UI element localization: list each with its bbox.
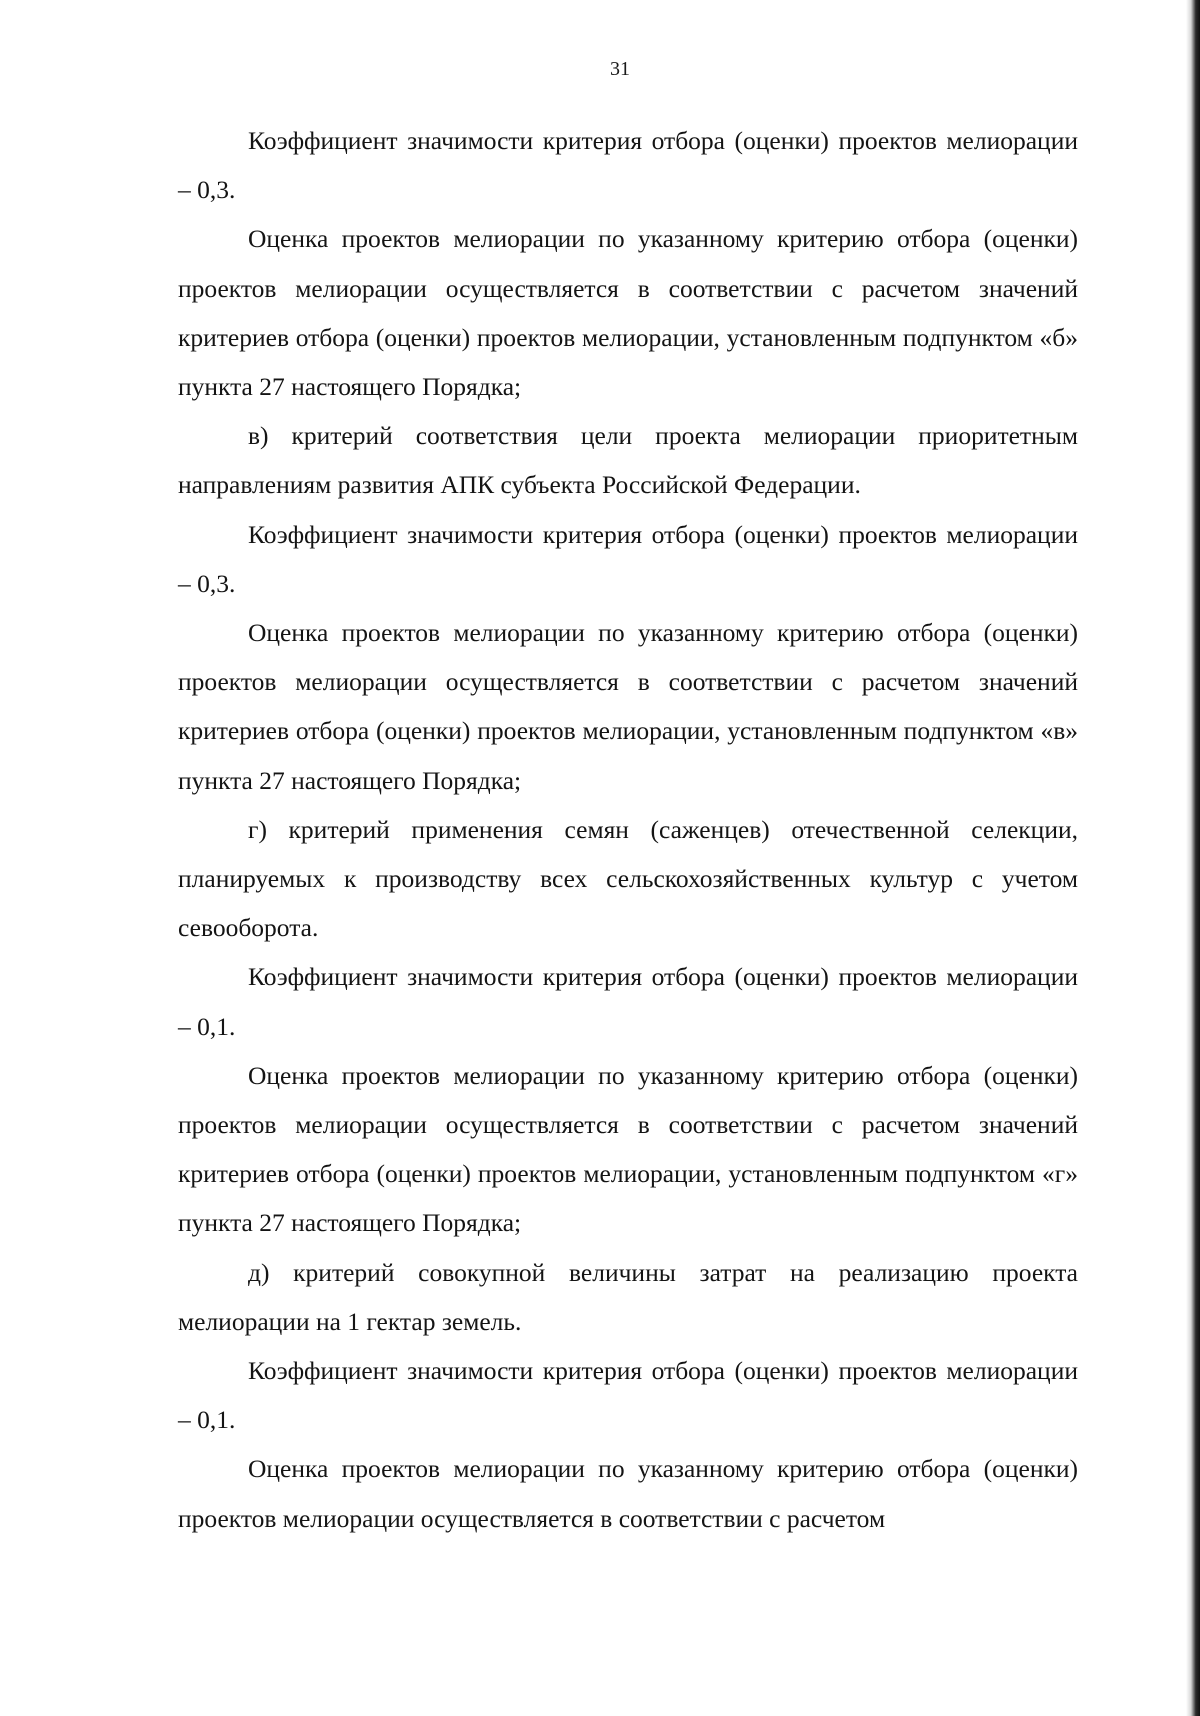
paragraph-evaluation-d: Оценка проектов мелиорации по указанному критерию отбора (оценки) проектов мелиорации осуществляется в соответствии с расчетом: [178, 1454, 1078, 1533]
paragraph-coefficient-v: Коэффициент значимости критерия отбора (оценки) проектов мелиорации – 0,3.: [178, 519, 1078, 598]
paragraph-criterion-v: в) критерий соответствия цели проекта мелиорации приоритетным направлениям развития АПК субъекта Российской Федерации.: [178, 421, 1078, 500]
paragraph-coefficient-d: Коэффициент значимости критерия отбора (оценки) проектов мелиорации – 0,1.: [178, 1356, 1078, 1435]
paragraph-criterion-d: д) критерий совокупной величины затрат на реализацию проекта мелиорации на 1 гектар земель.: [178, 1257, 1078, 1336]
page-number: 31: [610, 58, 630, 80]
paragraph-evaluation-g: Оценка проектов мелиорации по указанному критерию отбора (оценки) проектов мелиорации осуществляется в соответствии с расчетом значений критериев отбора (оценки) проектов мелиорации, установленным подпунктом «г» пункта 27 настоящего Порядка;: [178, 1060, 1078, 1238]
paragraph-coefficient-g: Коэффициент значимости критерия отбора (оценки) проектов мелиорации – 0,1.: [178, 962, 1078, 1041]
paragraph-coefficient-b: Коэффициент значимости критерия отбора (оценки) проектов мелиорации – 0,3.: [178, 126, 1078, 205]
scan-edge-shadow: [1186, 0, 1200, 1716]
paragraph-evaluation-v: Оценка проектов мелиорации по указанному критерию отбора (оценки) проектов мелиорации осуществляется в соответствии с расчетом значений критериев отбора (оценки) проектов мелиорации, установленным подпунктом «в» пункта 27 настоящего Порядка;: [178, 618, 1078, 795]
paragraph-criterion-g: г) критерий применения семян (саженцев) отечественной селекции, планируемых к производству всех сельскохозяйственных культур с учетом севооборота.: [178, 814, 1078, 943]
document-body: [178, 116, 1078, 1543]
paragraph-evaluation-b: Оценка проектов мелиорации по указанному критерию отбора (оценки) проектов мелиорации осуществляется в соответствии с расчетом значений критериев отбора (оценки) проектов мелиорации, установленным подпунктом «б» пункта 27 настоящего Порядка;: [178, 224, 1078, 402]
